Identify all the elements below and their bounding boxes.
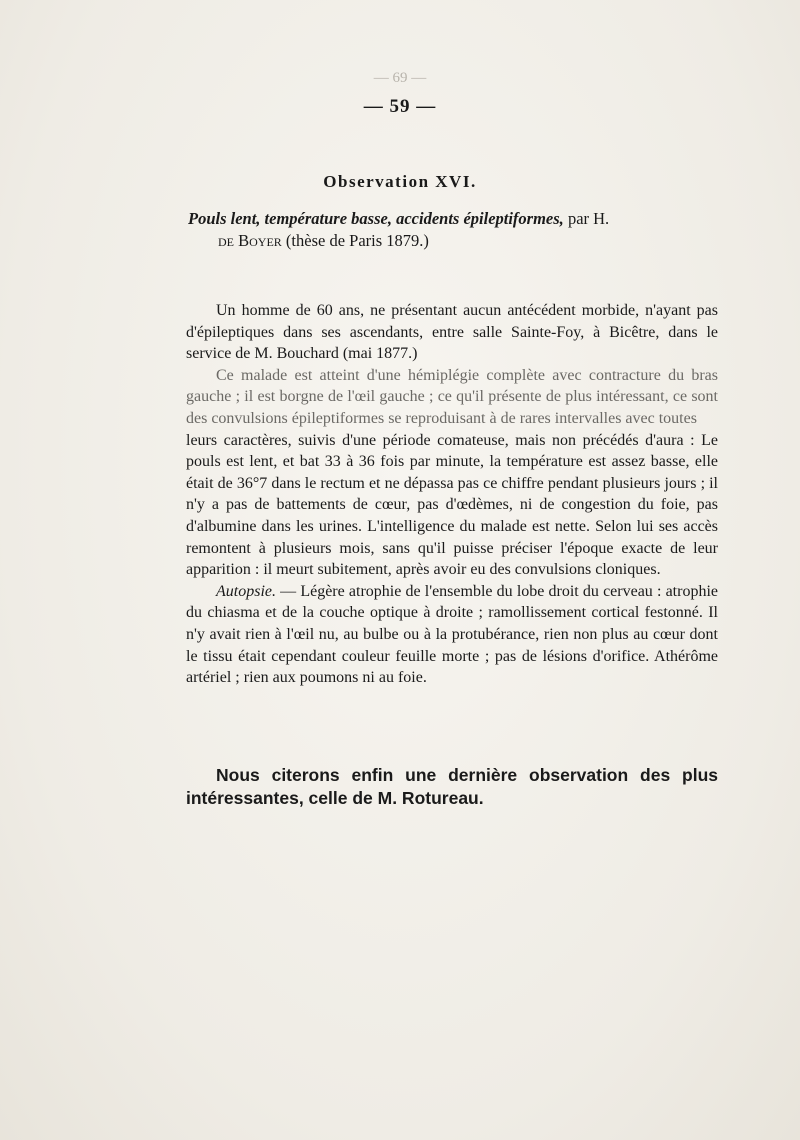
paragraph-intro: Un homme de 60 ans, ne présentant aucun antécédent morbide, n'ayant pas d'épileptiques dans ses ascendants, entre salle Sainte-Foy, à Bicêtre, dans le service de M. Bouchard (mai 1877.) [186,302,718,363]
heading-italic: Pouls lent, température basse, accidents épileptiformes, [188,209,564,228]
heading-source: (thèse de Paris 1879.) [281,231,429,250]
observation-title: Observation XVI. [323,172,477,191]
closing-paragraph [186,764,718,810]
observation-heading [188,208,718,252]
heading-author: de Boyer [218,231,282,250]
page-number: — 59 — [363,96,437,117]
observation-body [186,300,718,689]
autopsie-text: — Légère atrophie de l'ensemble du lobe droit du cerveau : atrophie du chiasma et de la couche optique à droite ; ramollissement cortical festonné. Il n'y avait rien à l'œil nu, au bulbe ou à la protubérance, rien non plus au cœur dont le tissu était cependant couleur feuille morte ; pas de lésions d'orifice. Athérôme artériel ; rien aux poumons ni au foie. [186,582,718,687]
paragraph-symptoms-faded: Ce malade est atteint d'une hémiplégie complète avec contracture du bras gauche ; il est borgne de l'œil gauche ; ce qu'il présente de plus intéressant, ce sont des convulsions épileptiformes se reproduisant à de rares intervalles avec toutes [186,366,718,427]
ghost-page-number: — 69 — [373,70,427,86]
paragraph-symptoms: leurs caractères, suivis d'une période comateuse, mais non précédés d'aura : Le pouls est lent, et bat 33 à 36 fois par minute, la température est assez basse, elle était de 36°7 dans le rectum et ne dépassa pas ce chiffre pendant plusieurs jours ; il n'y a pas de battements de cœur, pas d'œdèmes, ni de congestion du foie, pas d'albumine dans les urines. L'intelligence du malade est nette. Selon lui ses accès remontent à plusieurs mois, sans qu'il puisse préciser l'époque exacte de leur apparition : il meurt subitement, après avoir eu des convulsions cloniques. [186,431,718,579]
autopsie-label: Autopsie. [216,582,276,600]
closing-text: Nous citerons enfin une dernière observation des plus intéressantes, celle de M. Rotureau. [186,765,718,808]
heading-line-2 [188,230,718,252]
heading-by: par H. [563,209,610,228]
paragraph-autopsie [186,581,718,689]
